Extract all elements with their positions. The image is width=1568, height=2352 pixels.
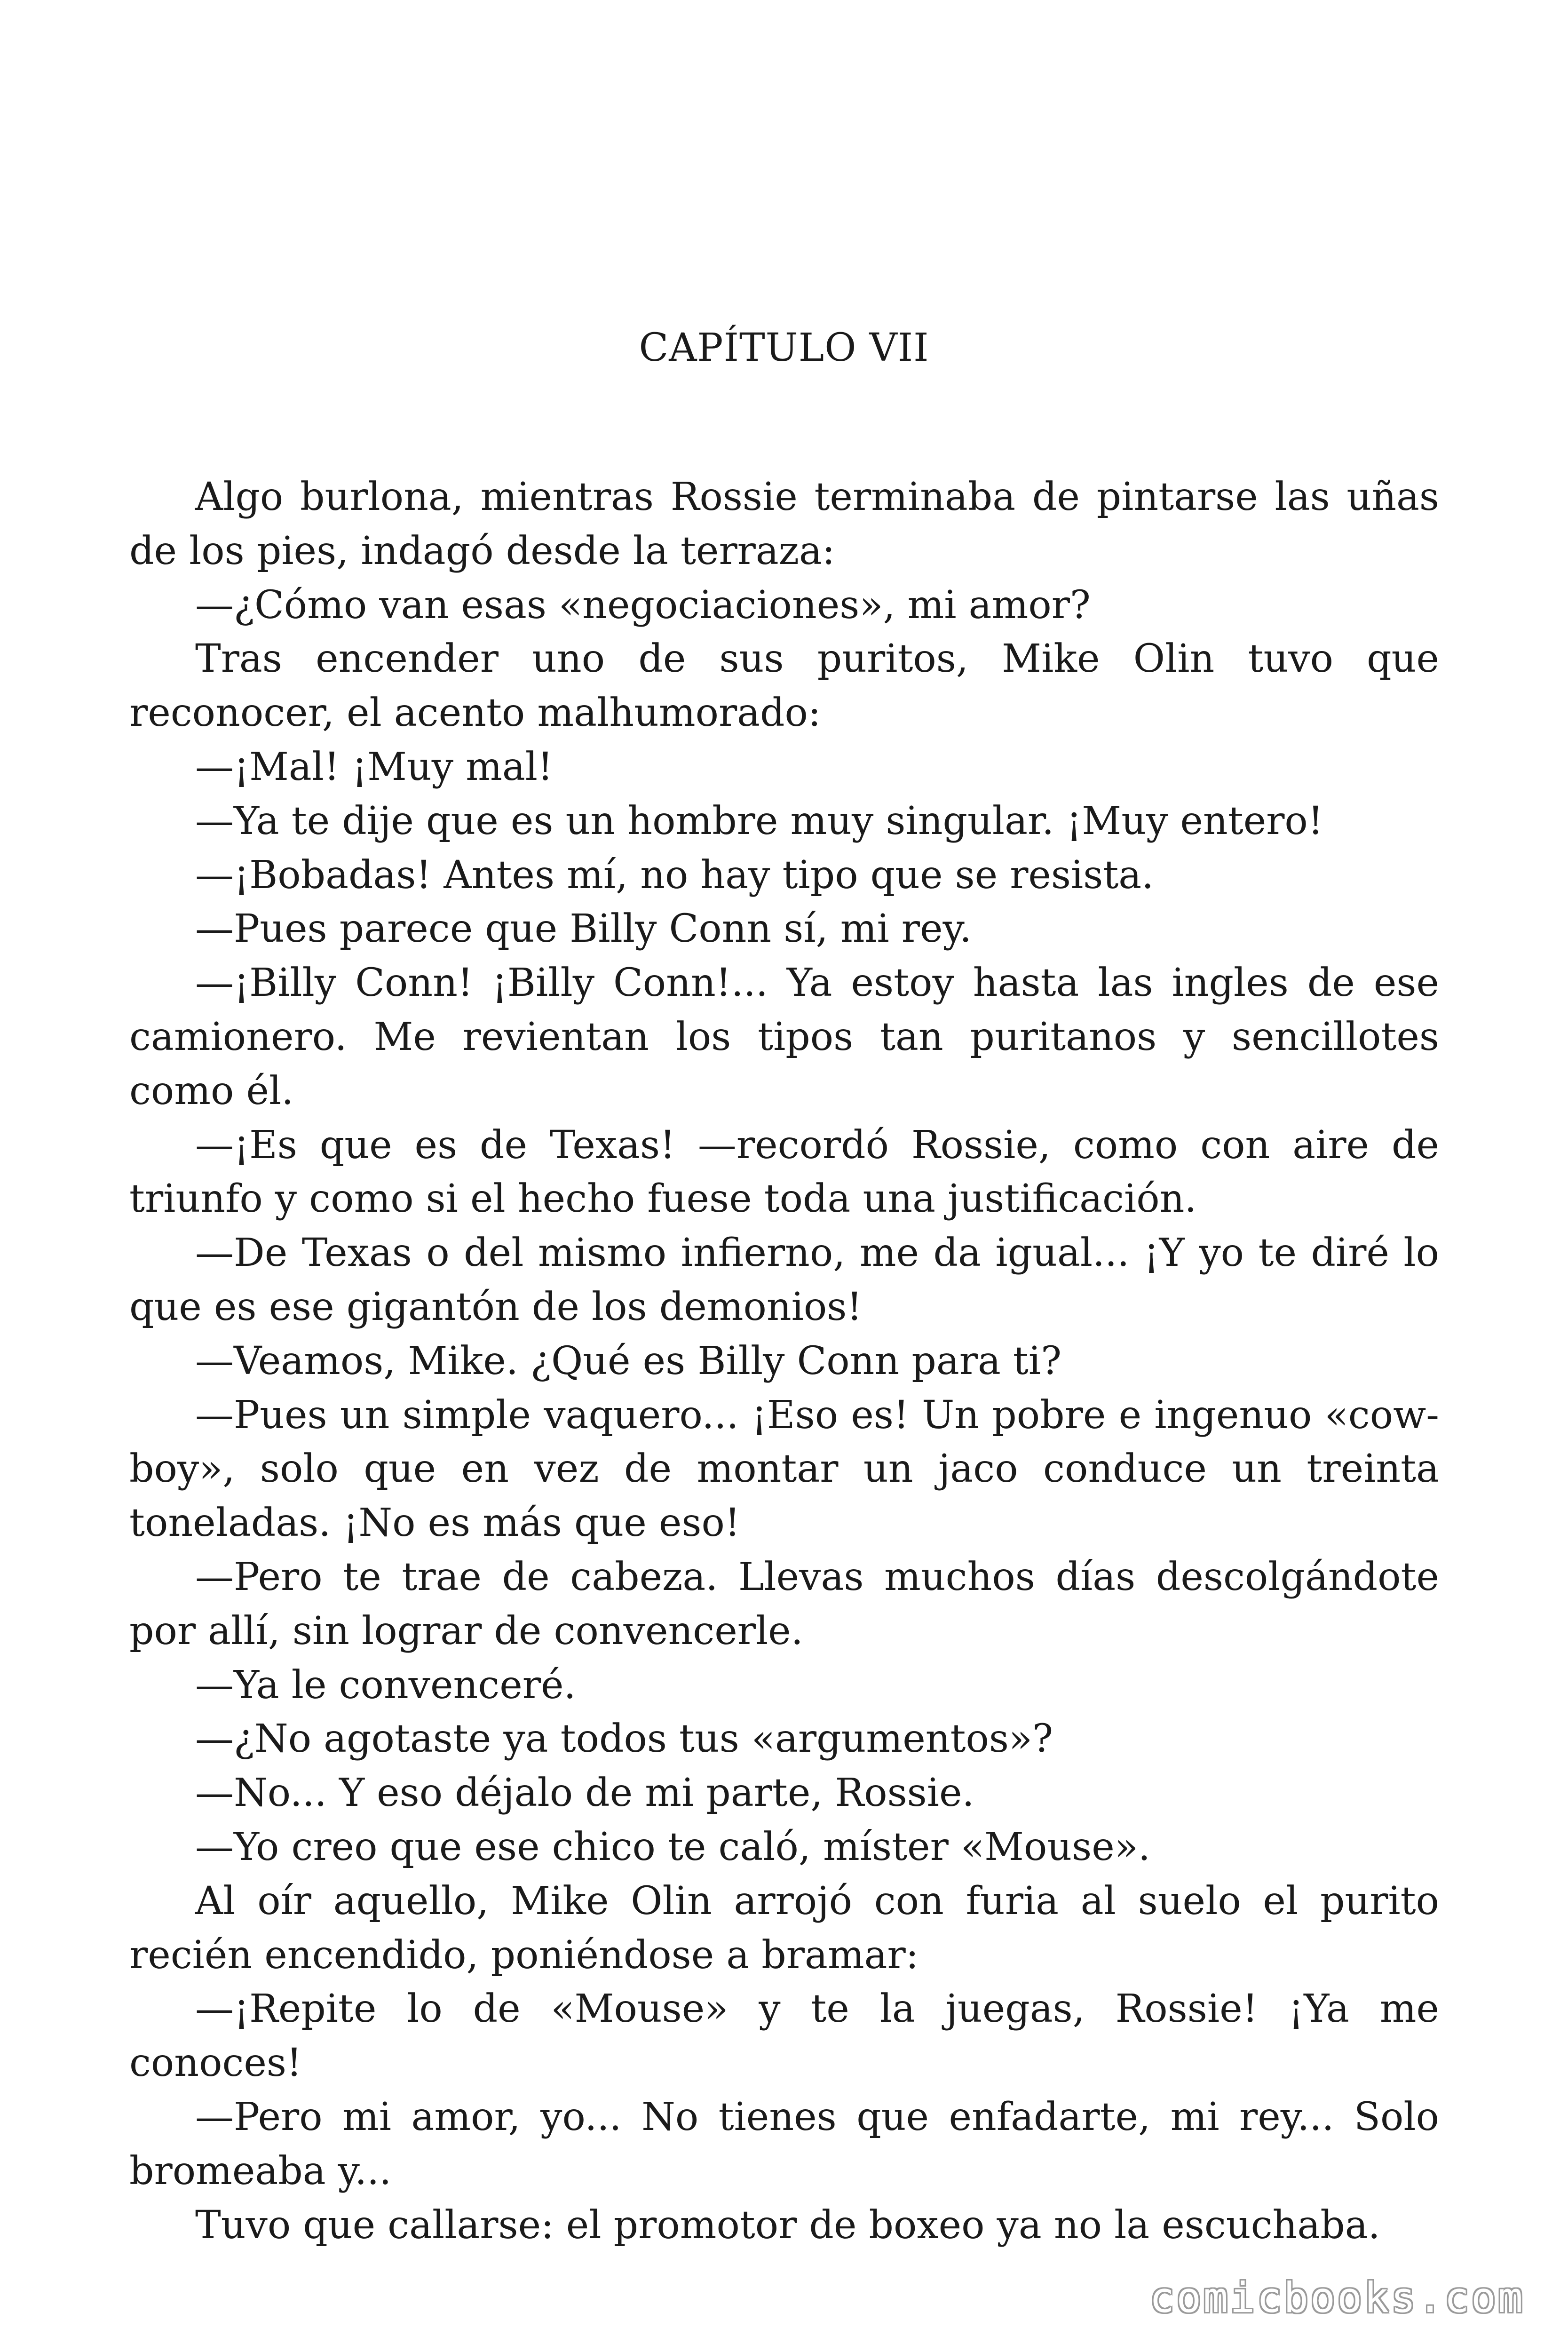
paragraph: —Yo creo que ese chico te caló, míster «Mouse».	[195, 1824, 1150, 1869]
paragraph: —Ya le convenceré.	[195, 1662, 576, 1708]
paragraph: —Veamos, Mike. ¿Qué es Billy Conn para ti?	[195, 1338, 1062, 1383]
chapter-title: CAPÍTULO VII	[639, 326, 929, 370]
paragraph: —¡Repite lo de «Mouse» y te la juegas, Rossie! ¡Ya me conoces!	[129, 1986, 1439, 2086]
paragraph: Tuvo que callarse: el promotor de boxeo ya no la escuchaba.	[195, 2202, 1380, 2248]
paragraph: —Pues un simple vaquero... ¡Eso es! Un pobre e ingenuo «cowboy», solo que en vez de montar un jaco conduce un treinta toneladas. ¡No es más que eso!	[129, 1392, 1439, 1546]
paragraph: —¿Cómo van esas «negociaciones», mi amor?	[195, 582, 1091, 628]
paragraph: —De Texas o del mismo infierno, me da igual... ¡Y yo te diré lo que es ese gigantón de los demonios!	[129, 1231, 1439, 1329]
paragraph: —Pero mi amor, yo... No tienes que enfadarte, mi rey... Solo bromeaba y...	[129, 2094, 1439, 2193]
paragraph: Algo burlona, mientras Rossie terminaba de pintarse las uñas de los pies, indagó desde la terraza:	[129, 475, 1439, 573]
paragraph: —¡Es que es de Texas! —recordó Rossie, como con aire de triunfo y como si el hecho fuese toda una justificación.	[129, 1122, 1439, 1222]
paragraph: —Ya te dije que es un hombre muy singular. ¡Muy entero!	[195, 798, 1323, 843]
paragraph: Al oír aquello, Mike Olin arrojó con furia al suelo el purito recién encendido, poniéndose a bramar:	[129, 1878, 1439, 1978]
chapter-body	[129, 470, 1439, 2252]
watermark-logo: comicbooks.com	[1149, 2273, 1525, 2322]
paragraph: —¡Bobadas! Antes mí, no hay tipo que se resista.	[195, 852, 1154, 898]
paragraph: —¿No agotaste ya todos tus «argumentos»?	[195, 1716, 1053, 1762]
paragraph: —Pero te trae de cabeza. Llevas muchos días descolgándote por allí, sin lograr de convencerle.	[129, 1554, 1439, 1653]
paragraph: —¡Mal! ¡Muy mal!	[195, 744, 553, 789]
paragraph: —¡Billy Conn! ¡Billy Conn!... Ya estoy hasta las ingles de ese camionero. Me revientan los tipos tan puritanos y sencillotes como él.	[129, 961, 1439, 1113]
paragraph: Tras encender uno de sus puritos, Mike Olin tuvo que reconocer, el acento malhumorado:	[129, 636, 1439, 736]
paragraph: —Pues parece que Billy Conn sí, mi rey.	[195, 906, 972, 952]
paragraph: —No... Y eso déjalo de mi parte, Rossie.	[195, 1771, 974, 1816]
